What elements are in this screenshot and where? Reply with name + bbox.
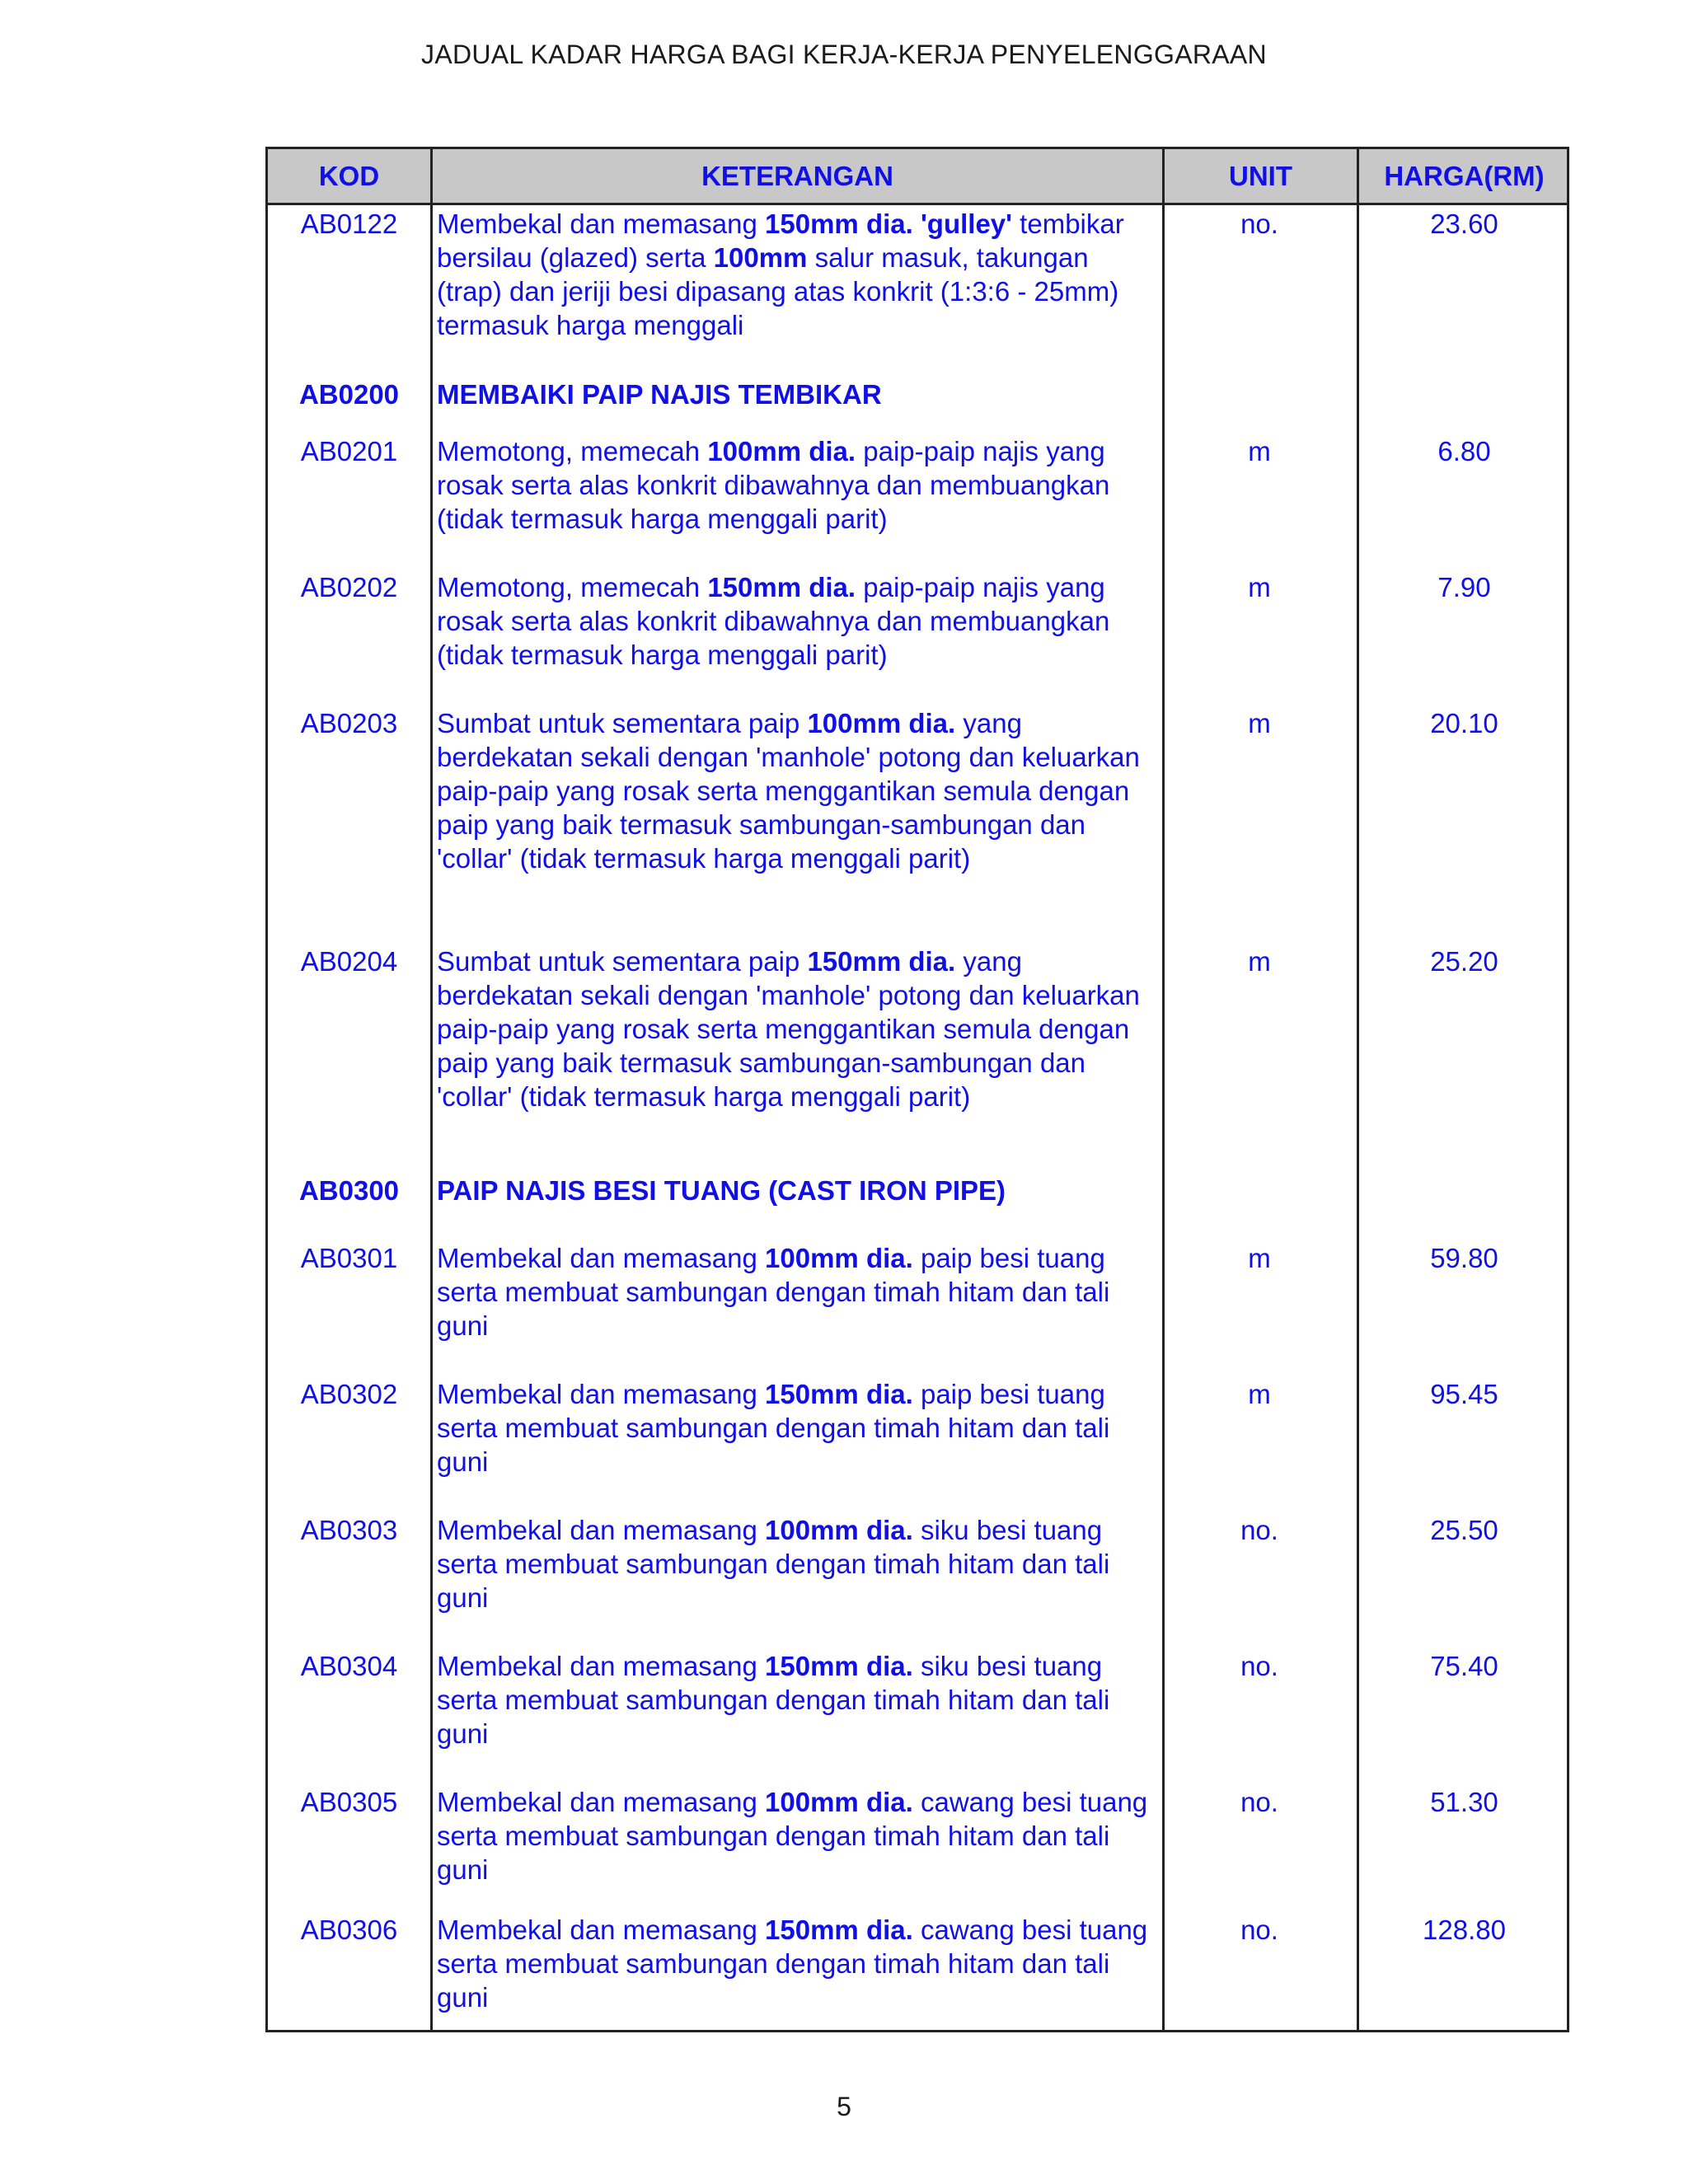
row-kod: AB0306 (300, 1915, 398, 1945)
table-header (268, 149, 1567, 205)
header-unit: UNIT (1229, 161, 1292, 191)
row-kod: AB0204 (300, 946, 398, 977)
row-harga: 25.20 (1430, 946, 1498, 977)
header-keterangan: KETERANGAN (701, 161, 893, 191)
row-harga: 20.10 (1430, 708, 1498, 738)
column-divider (430, 149, 433, 2030)
row-description: Memotong, memecah 150mm dia. paip-paip najis yang rosak serta alas konkrit dibawahnya dan membuangkan (tidak termasuk harga menggali parit) (437, 572, 1110, 670)
row-harga: 128.80 (1423, 1915, 1506, 1945)
row-description: Membekal dan memasang 100mm dia. cawang besi tuang serta membuat sambungan dengan timah hitam dan tali guni (437, 1787, 1148, 1885)
row-unit: m (1248, 946, 1271, 977)
row-description: Memotong, memecah 100mm dia. paip-paip najis yang rosak serta alas konkrit dibawahnya dan membuangkan (tidak termasuk harga menggali parit) (437, 436, 1110, 534)
row-harga: 95.45 (1430, 1379, 1498, 1409)
section-kod: AB0200 (298, 379, 400, 410)
row-kod: AB0302 (300, 1379, 398, 1409)
row-harga: 23.60 (1430, 209, 1498, 239)
row-unit: no. (1240, 1515, 1278, 1545)
row-description: Membekal dan memasang 150mm dia. cawang besi tuang serta membuat sambungan dengan timah hitam dan tali guni (437, 1915, 1148, 2013)
row-kod: AB0201 (300, 436, 398, 466)
row-description: Sumbat untuk sementara paip 100mm dia. yang berdekatan sekali dengan 'manhole' potong dan keluarkan paip-paip yang rosak serta menggantikan semula dengan paip yang baik termasuk sambungan-sambungan dan 'collar' (tidak termasuk harga menggali parit) (437, 708, 1140, 874)
column-divider (1357, 149, 1359, 2030)
page-title: JADUAL KADAR HARGA BAGI KERJA-KERJA PENYELENGGARAAN (421, 40, 1267, 69)
row-harga: 51.30 (1430, 1787, 1498, 1817)
row-unit: no. (1240, 1915, 1278, 1945)
column-divider (1162, 149, 1165, 2030)
row-harga: 75.40 (1430, 1651, 1498, 1681)
row-description: Membekal dan memasang 150mm dia. siku besi tuang serta membuat sambungan dengan timah hitam dan tali guni (437, 1651, 1110, 1749)
row-description: Membekal dan memasang 150mm dia. paip besi tuang serta membuat sambungan dengan timah hitam dan tali guni (437, 1379, 1110, 1477)
row-unit: no. (1240, 1787, 1278, 1817)
row-unit: m (1248, 1243, 1271, 1273)
row-harga: 7.90 (1437, 572, 1491, 602)
row-unit: no. (1240, 209, 1278, 239)
row-kod: AB0301 (300, 1243, 398, 1273)
header-harga: HARGA(RM) (1384, 161, 1545, 191)
row-harga: 6.80 (1437, 436, 1491, 466)
row-kod: AB0303 (300, 1515, 398, 1545)
row-harga: 59.80 (1430, 1243, 1498, 1273)
row-description: Membekal dan memasang 100mm dia. paip besi tuang serta membuat sambungan dengan timah hitam dan tali guni (437, 1243, 1110, 1341)
row-kod: AB0305 (300, 1787, 398, 1817)
row-harga: 25.50 (1430, 1515, 1498, 1545)
row-unit: m (1248, 436, 1271, 466)
section-kod: AB0300 (298, 1175, 400, 1206)
section-heading: PAIP NAJIS BESI TUANG (CAST IRON PIPE) (437, 1175, 1006, 1206)
row-kod: AB0203 (300, 708, 398, 738)
row-kod: AB0304 (300, 1651, 398, 1681)
page-number: 5 (837, 2092, 851, 2121)
row-description: Membekal dan memasang 150mm dia. 'gulley' tembikar bersilau (glazed) serta 100mm salur masuk, takungan (trap) dan jeriji besi dipasang atas konkrit (1:3:6 - 25mm) termasuk harga menggali (437, 209, 1124, 340)
row-unit: m (1248, 572, 1271, 602)
row-kod: AB0122 (300, 209, 398, 239)
price-table (265, 147, 1569, 2032)
row-description: Membekal dan memasang 100mm dia. siku besi tuang serta membuat sambungan dengan timah hitam dan tali guni (437, 1515, 1110, 1613)
row-unit: m (1248, 708, 1271, 738)
row-unit: m (1248, 1379, 1271, 1409)
header-kod: KOD (318, 161, 380, 191)
section-heading: MEMBAIKI PAIP NAJIS TEMBIKAR (437, 379, 882, 410)
row-unit: no. (1240, 1651, 1278, 1681)
row-kod: AB0202 (300, 572, 398, 602)
row-description: Sumbat untuk sementara paip 150mm dia. yang berdekatan sekali dengan 'manhole' potong dan keluarkan paip-paip yang rosak serta menggantikan semula dengan paip yang baik termasuk sambungan-sambungan dan 'collar' (tidak termasuk harga menggali parit) (437, 946, 1140, 1112)
